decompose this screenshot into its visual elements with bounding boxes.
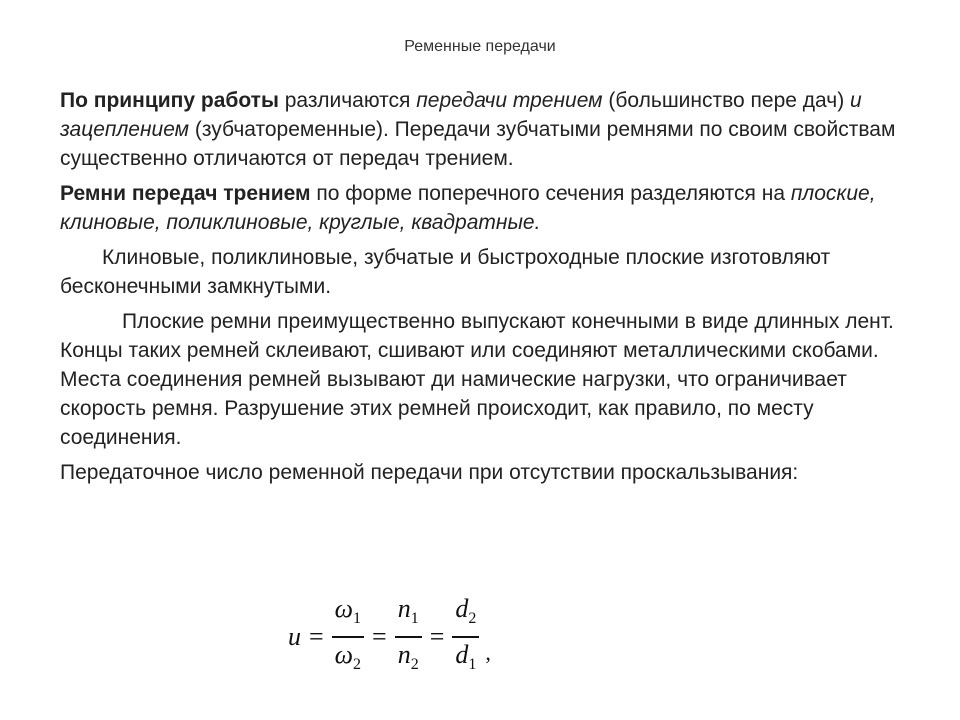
- text-run: (большинство пере дач): [602, 89, 851, 112]
- fraction-denominator: $n_2$: [397, 639, 419, 673]
- paragraph-principle: [60, 86, 910, 173]
- fraction-numerator: $d_2$: [455, 594, 477, 628]
- paragraph-cross-section: [60, 179, 910, 237]
- formula-comma: ,: [485, 639, 491, 665]
- formula-equals: =: [309, 621, 324, 651]
- slide-body: [60, 86, 910, 493]
- formula-equals: =: [429, 621, 445, 651]
- formula-equals: =: [372, 621, 387, 651]
- italic-term: передачи трением: [416, 89, 603, 112]
- text-run: по форме поперечного сечения разделяются на: [310, 182, 791, 205]
- italic-term: и зацеплением: [60, 89, 862, 141]
- slide-title: Ременные передачи: [404, 38, 556, 55]
- fraction-diameter: [452, 594, 479, 680]
- paragraph-flat-belts: Плоские ремни преимущественно выпускают конечными в виде длинных лент. Концы таких ремней склеивают, сшивают или соединяют металлическими скобами. Места соединения ремней вызывают ди намические нагрузки, что ограничивает скорость ремня. Разрушение этих ремней происходит, как правило, по месту соединения.: [60, 310, 894, 449]
- paragraph-endless-belts: Клиновые, поликлиновые, зубчатые и быстроходные плоские изготовляют бесконечными замкнутыми.: [60, 246, 831, 298]
- bold-term: Ремни передач трением: [60, 182, 311, 205]
- formula-lhs: u: [288, 621, 301, 651]
- fraction-bar: [452, 636, 479, 638]
- fraction-denominator: $\omega_2$: [334, 639, 362, 673]
- text-run: (зубчатоременные). Передачи зубчатыми ремнями по своим свойствам существенно отличаются от передач трением.: [60, 118, 896, 170]
- paragraph-gear-ratio: Передаточное число ременной передачи при отсутствии проскальзывания:: [60, 461, 799, 484]
- italic-term: плоские, клиновые, поликлиновые, круглые, квадратные.: [60, 182, 876, 234]
- fraction-bar: [395, 636, 422, 638]
- fraction-numerator: $n_1$: [397, 594, 419, 628]
- fraction-denominator: $d_1$: [455, 639, 477, 673]
- fraction-omega: [332, 594, 364, 680]
- bold-term: По принципу работы: [60, 89, 279, 112]
- fraction-rpm: [395, 594, 422, 680]
- fraction-bar: [332, 636, 364, 638]
- text-run: различаются: [278, 89, 417, 112]
- gear-ratio-formula: [288, 594, 491, 680]
- fraction-numerator: $\omega_1$: [334, 594, 362, 628]
